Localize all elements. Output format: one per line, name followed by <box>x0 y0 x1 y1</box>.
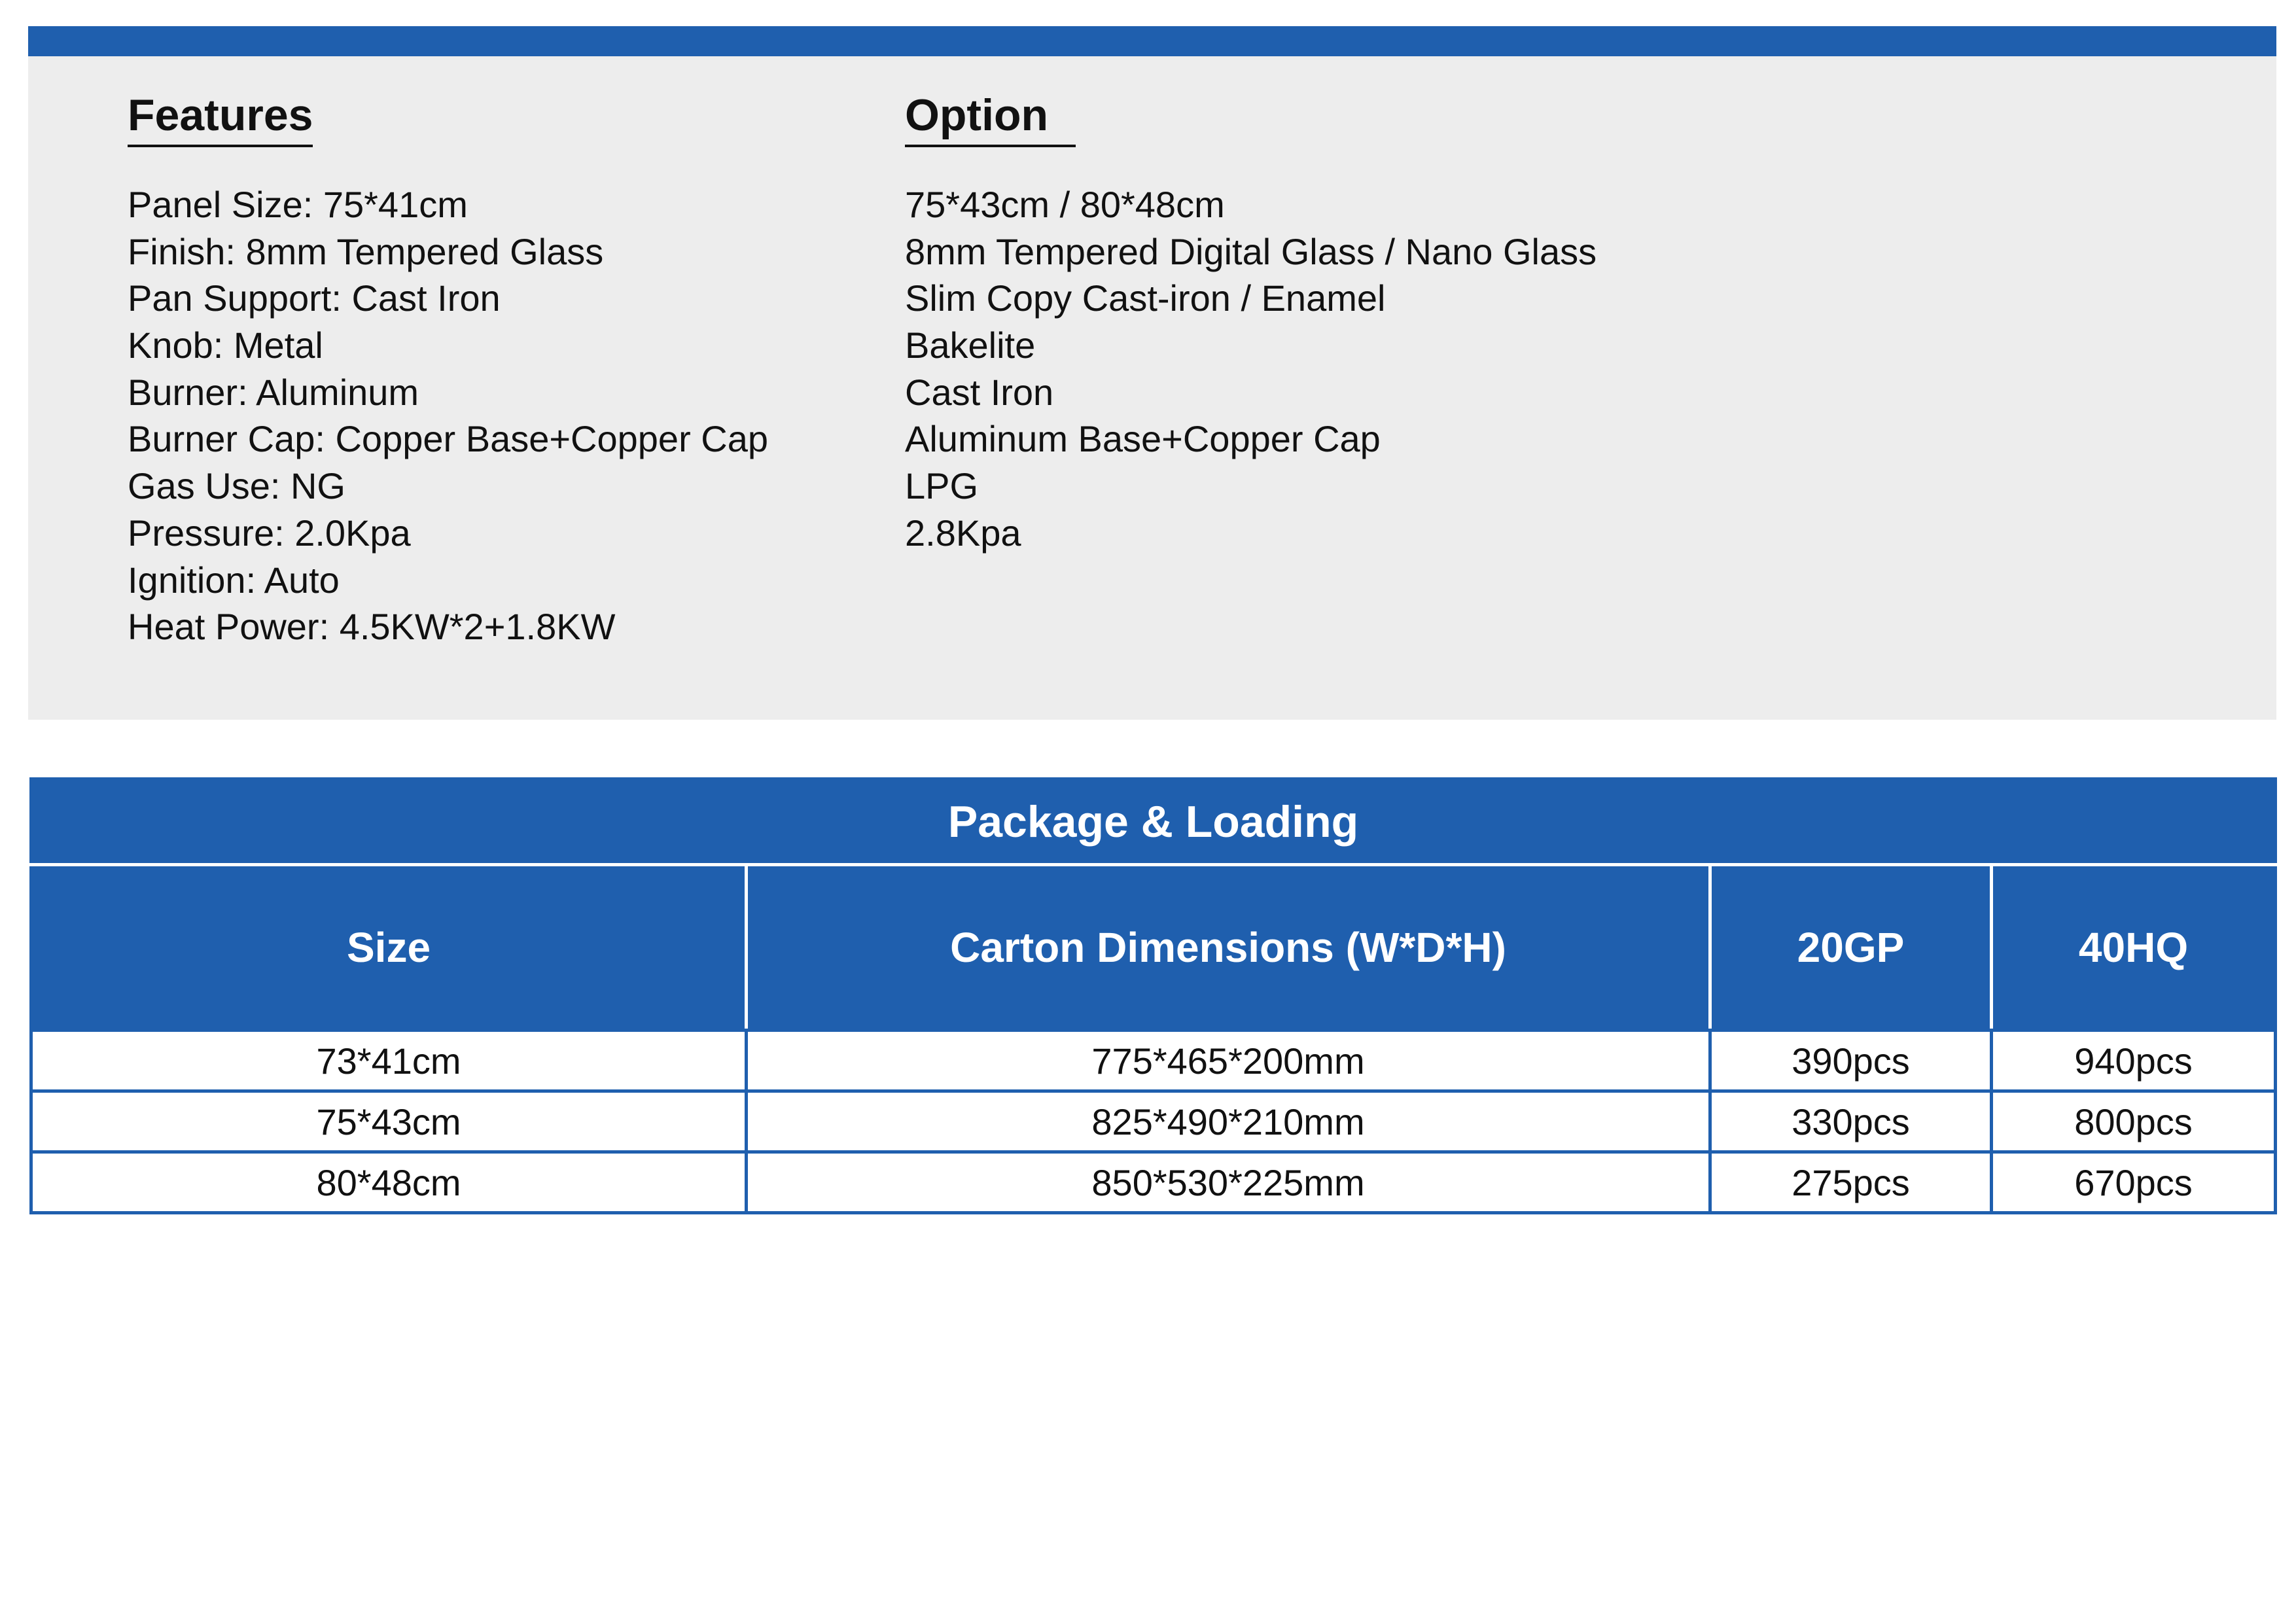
header-40hq: 40HQ <box>1992 865 2276 1031</box>
option-item: 75*43cm / 80*48cm <box>905 184 1225 225</box>
cell-20gp: 275pcs <box>1710 1152 1992 1213</box>
cell-size: 73*41cm <box>31 1031 747 1091</box>
feature-item: Panel Size: 75*41cm <box>128 184 468 225</box>
feature-item: Heat Power: 4.5KW*2+1.8KW <box>128 606 616 648</box>
cell-40hq: 940pcs <box>1992 1031 2276 1091</box>
feature-item: Burner: Aluminum <box>128 371 419 413</box>
option-item: LPG <box>905 465 979 507</box>
top-accent-band <box>28 26 2276 56</box>
header-carton-dimensions: Carton Dimensions (W*D*H) <box>747 865 1710 1031</box>
feature-item: Gas Use: NG <box>128 465 345 507</box>
cell-carton-dimensions: 775*465*200mm <box>747 1031 1710 1091</box>
cell-40hq: 670pcs <box>1992 1152 2276 1213</box>
option-item: Cast Iron <box>905 371 1054 413</box>
options-column <box>905 86 1886 557</box>
option-item: 2.8Kpa <box>905 512 1021 554</box>
option-item: Aluminum Base+Copper Cap <box>905 418 1381 460</box>
spec-panel <box>28 56 2276 720</box>
features-heading: Features <box>128 86 313 147</box>
header-size: Size <box>31 865 747 1031</box>
option-item: Slim Copy Cast-iron / Enamel <box>905 277 1386 319</box>
cell-size: 80*48cm <box>31 1152 747 1213</box>
feature-item: Knob: Metal <box>128 325 323 366</box>
feature-item: Pressure: 2.0Kpa <box>128 512 411 554</box>
option-item: Bakelite <box>905 325 1036 366</box>
table-header-row <box>31 865 2276 1031</box>
cell-carton-dimensions: 850*530*225mm <box>747 1152 1710 1213</box>
option-item: 8mm Tempered Digital Glass / Nano Glass <box>905 230 1597 272</box>
features-list <box>128 181 880 650</box>
feature-item: Burner Cap: Copper Base+Copper Cap <box>128 418 769 460</box>
table-row <box>31 1091 2276 1152</box>
cell-20gp: 330pcs <box>1710 1091 1992 1152</box>
feature-item: Pan Support: Cast Iron <box>128 277 501 319</box>
options-heading: Option <box>905 86 1076 147</box>
feature-item: Finish: 8mm Tempered Glass <box>128 230 604 272</box>
table-title-row <box>31 779 2276 865</box>
cell-carton-dimensions: 825*490*210mm <box>747 1091 1710 1152</box>
package-loading-table <box>29 777 2277 1214</box>
cell-20gp: 390pcs <box>1710 1031 1992 1091</box>
features-column <box>128 86 880 650</box>
cell-40hq: 800pcs <box>1992 1091 2276 1152</box>
cell-size: 75*43cm <box>31 1091 747 1152</box>
package-loading-title: Package & Loading <box>31 779 2276 865</box>
table-row <box>31 1031 2276 1091</box>
header-20gp: 20GP <box>1710 865 1992 1031</box>
options-list <box>905 181 1886 557</box>
table-row <box>31 1152 2276 1213</box>
feature-item: Ignition: Auto <box>128 559 340 601</box>
